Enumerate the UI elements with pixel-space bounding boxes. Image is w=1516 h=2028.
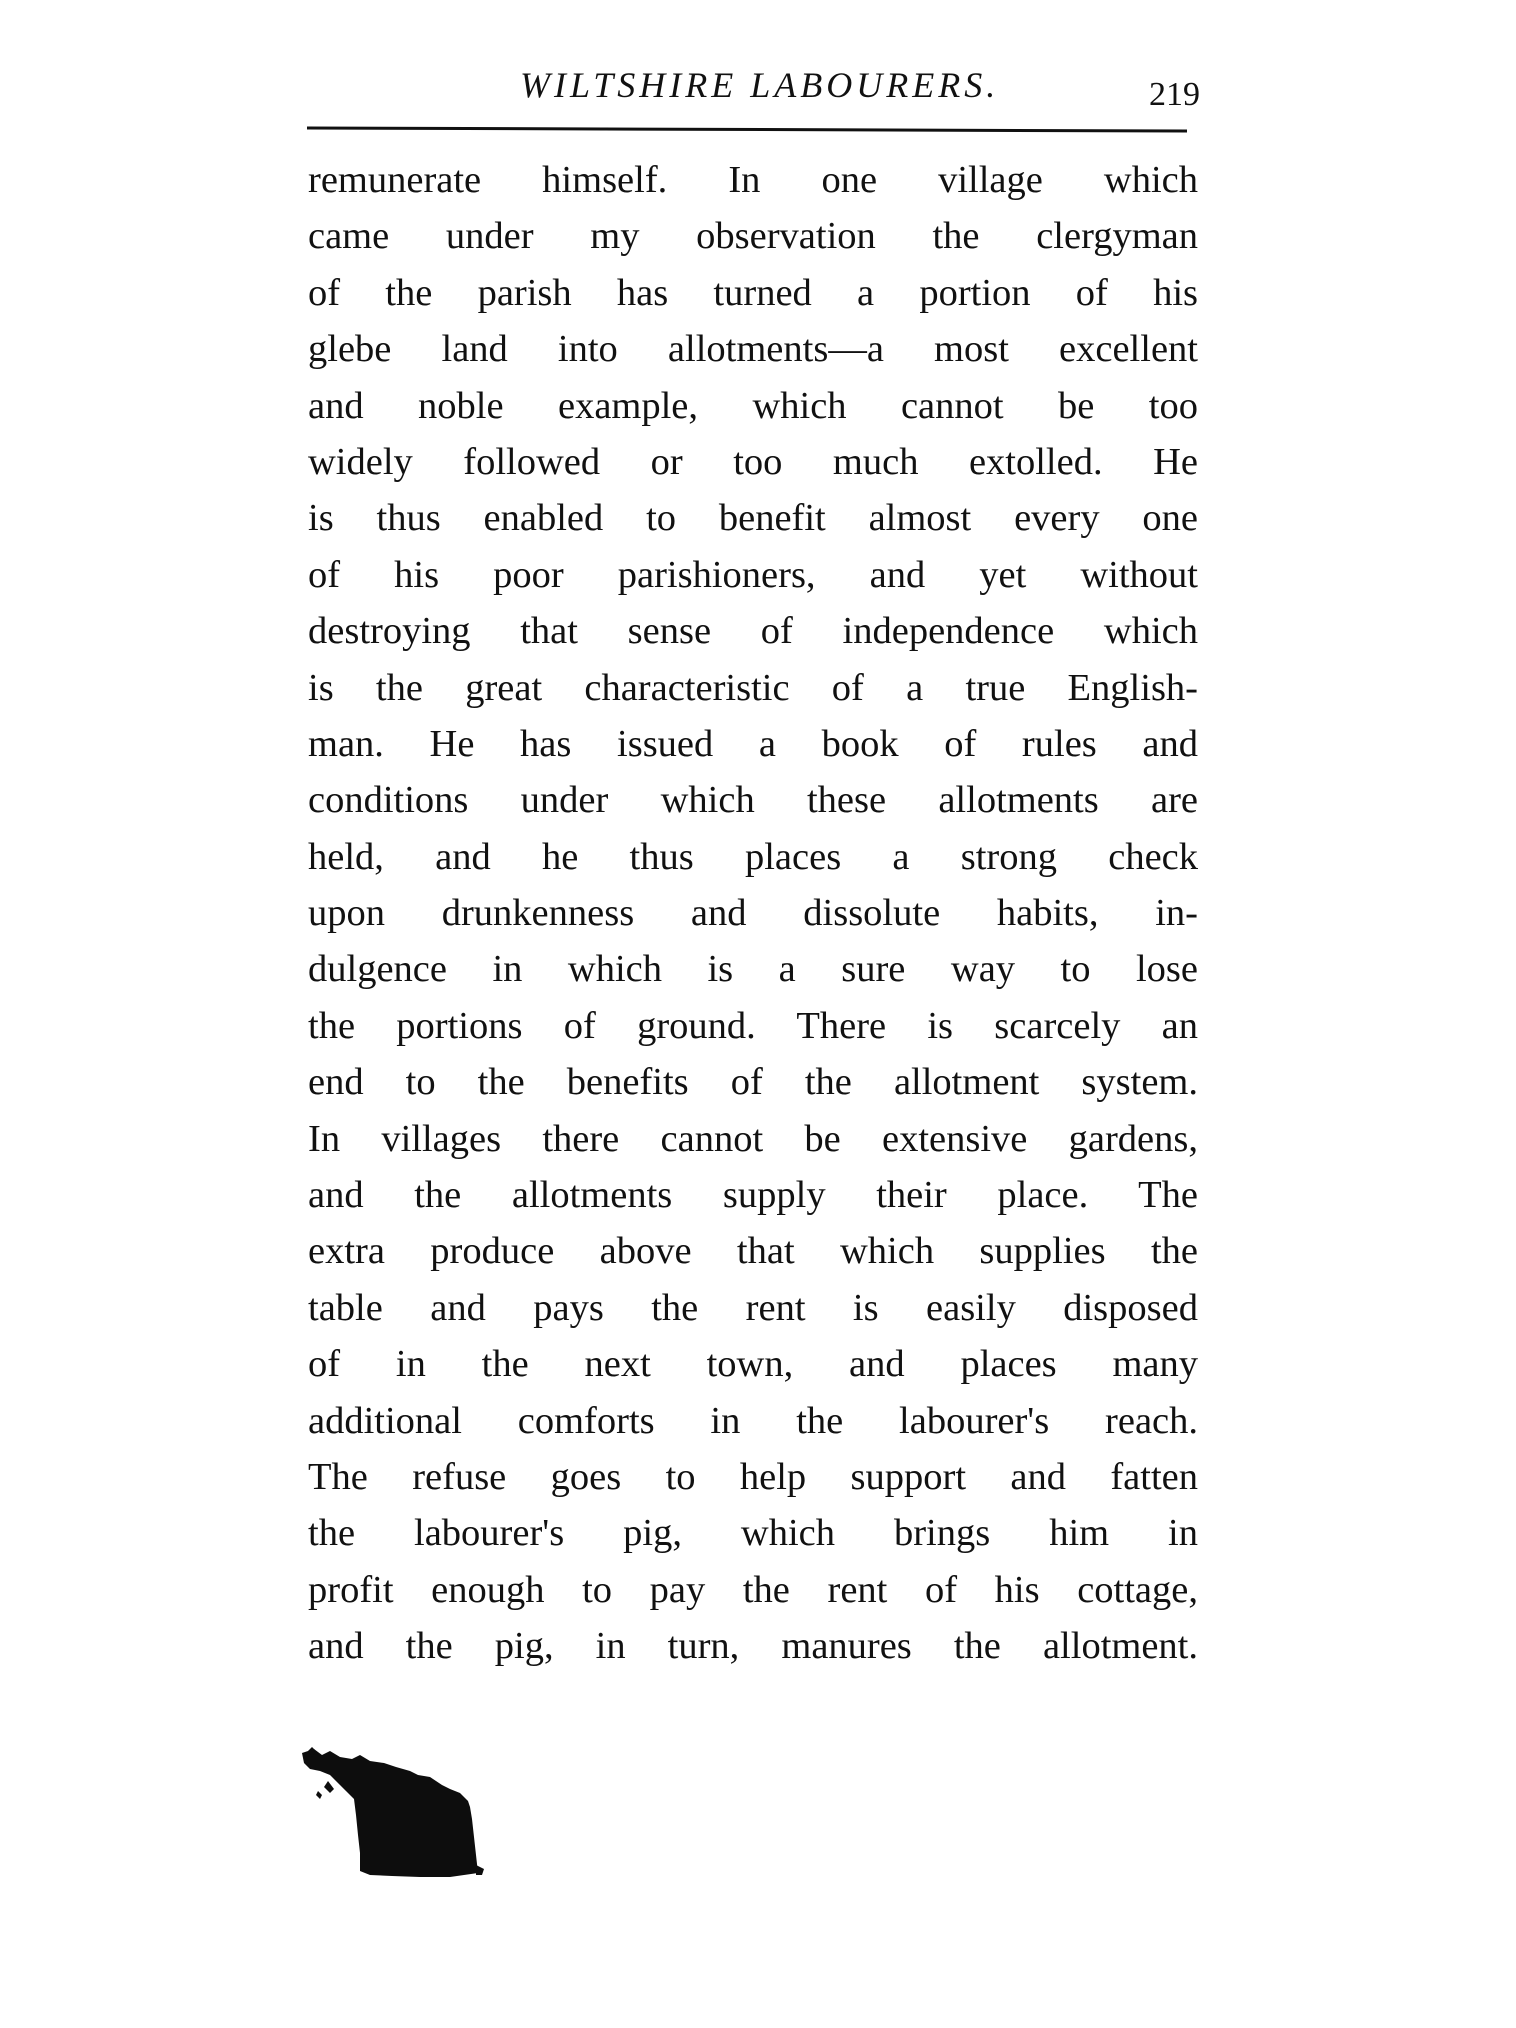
ink-blot-mark — [300, 1745, 560, 1880]
text-line: man. He has issued a book of rules and — [308, 722, 1198, 765]
text-line: of the parish has turned a portion of his — [308, 271, 1198, 314]
text-line: the portions of ground. There is scarcely an — [308, 1004, 1198, 1047]
page-header — [300, 52, 1200, 122]
text-line: dulgence in which is a sure way to lose — [308, 948, 1198, 991]
text-line: conditions under which these allotments are — [308, 779, 1198, 822]
text-line: end to the benefits of the allotment system. — [308, 1061, 1198, 1104]
text-line: table and pays the rent is easily disposed — [308, 1286, 1198, 1329]
text-line: came under my observation the clergyman — [308, 215, 1198, 258]
text-line: is thus enabled to benefit almost every one — [308, 497, 1198, 540]
text-line: The refuse goes to help support and fatten — [308, 1455, 1198, 1498]
text-line: widely followed or too much extolled. He — [308, 440, 1198, 483]
text-line: of his poor parishioners, and yet without — [308, 553, 1198, 596]
text-line: destroying that sense of independence which — [308, 610, 1198, 653]
text-line: and the pig, in turn, manures the allotment. — [308, 1625, 1198, 1668]
body-text — [308, 152, 1198, 1675]
header-rule — [307, 126, 1187, 132]
page-number: 219 — [1149, 76, 1200, 113]
text-line: of in the next town, and places many — [308, 1343, 1198, 1386]
text-line: and noble example, which cannot be too — [308, 384, 1198, 427]
text-line: glebe land into allotments—a most excellent — [308, 328, 1198, 371]
text-line: upon drunkenness and dissolute habits, in- — [308, 892, 1198, 935]
text-line: is the great characteristic of a true English- — [308, 666, 1198, 709]
text-line: In villages there cannot be extensive gardens, — [308, 1117, 1198, 1160]
text-line: held, and he thus places a strong check — [308, 835, 1198, 878]
text-line: additional comforts in the labourer's reach. — [308, 1399, 1198, 1442]
text-line: profit enough to pay the rent of his cottage, — [308, 1568, 1198, 1611]
running-title: WILTSHIRE LABOURERS. — [520, 65, 1000, 105]
text-line: and the allotments supply their place. The — [308, 1174, 1198, 1217]
text-line: extra produce above that which supplies the — [308, 1230, 1198, 1273]
text-line: remunerate himself. In one village which — [308, 159, 1198, 201]
text-line: the labourer's pig, which brings him in — [308, 1512, 1198, 1555]
